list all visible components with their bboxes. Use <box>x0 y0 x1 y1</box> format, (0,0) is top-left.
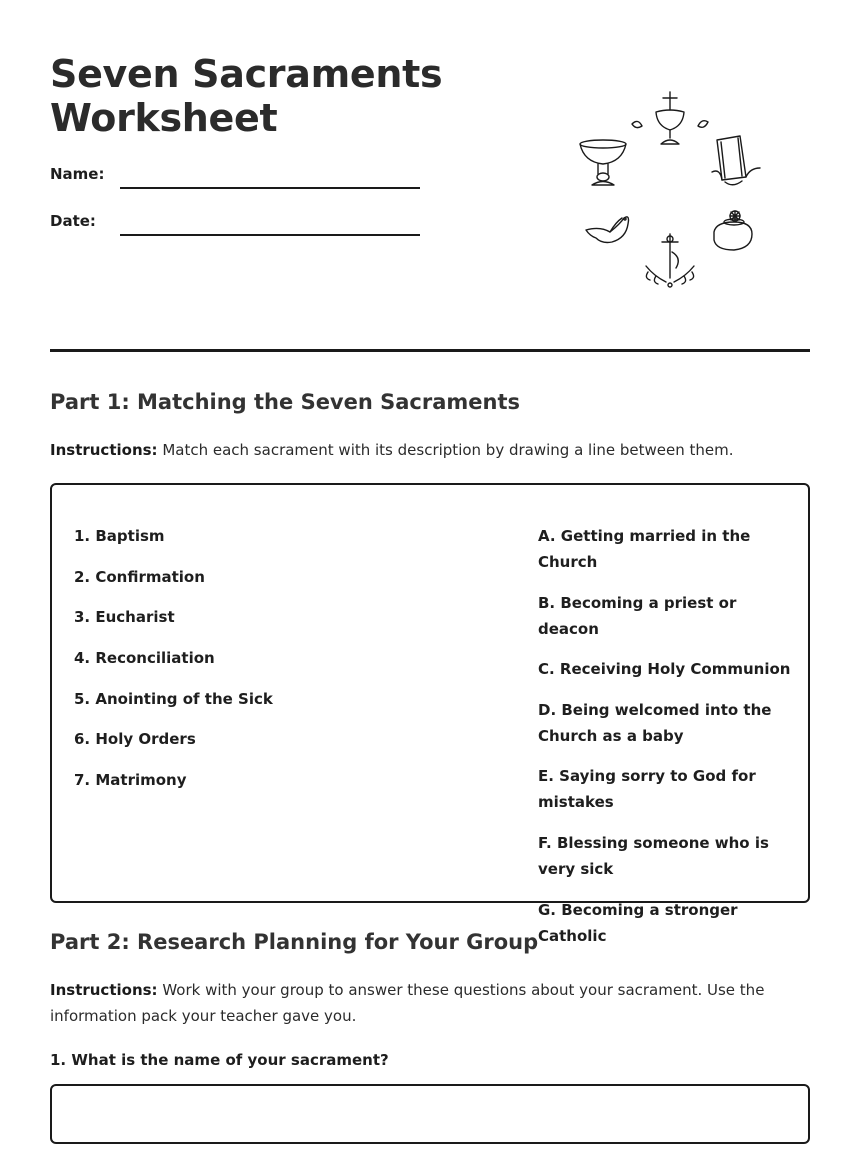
part2-heading: Part 2: Research Planning for Your Group <box>50 930 539 954</box>
dove-icon <box>586 217 629 243</box>
part1-instructions <box>50 437 810 463</box>
question-1: 1. What is the name of your sacrament? <box>50 1051 389 1069</box>
instructions-text: Match each sacrament with its description by drawing a line between them. <box>157 441 734 459</box>
sacrament-item[interactable]: 7. Matrimony <box>74 771 187 790</box>
description-item[interactable]: B. Becoming a priest or deacon <box>538 593 737 638</box>
cross-with-leaves-icon <box>646 234 694 287</box>
description-item[interactable]: D. Being welcomed into the Church as a baby <box>538 700 772 745</box>
instructions-label: Instructions: <box>50 441 158 459</box>
sacrament-item[interactable]: 1. Baptism <box>74 527 165 545</box>
sacrament-item[interactable]: 6. Holy Orders <box>74 730 196 749</box>
leaf-icon <box>632 121 642 127</box>
instructions-label: Instructions: <box>50 981 158 999</box>
description-list <box>538 523 793 963</box>
sacrament-item[interactable]: 3. Eucharist <box>74 608 175 627</box>
sacraments-illustration <box>570 82 770 297</box>
sacrament-item[interactable]: 2. Confirmation <box>74 567 205 586</box>
date-field[interactable] <box>120 234 420 236</box>
description-item[interactable]: A. Getting married in the Church <box>538 527 751 571</box>
title-line-2: Worksheet <box>50 96 278 140</box>
oil-pot-icon <box>714 211 752 250</box>
answer-box-1[interactable] <box>50 1084 810 1144</box>
description-item[interactable]: G. Becoming a stronger Catholic <box>538 900 738 945</box>
section-divider <box>50 349 810 352</box>
sacrament-item[interactable]: 4. Reconciliation <box>74 649 215 668</box>
stole-icon <box>712 136 760 185</box>
description-item[interactable]: F. Blessing someone who is very sick <box>538 833 769 878</box>
name-field[interactable] <box>120 187 420 189</box>
name-label: Name: <box>50 165 105 183</box>
bowl-font-icon <box>580 140 626 185</box>
part2-instructions <box>50 977 810 1029</box>
title-line-1: Seven Sacraments <box>50 52 443 96</box>
description-item[interactable]: E. Saying sorry to God for mistakes <box>538 767 756 812</box>
chalice-with-cross-icon <box>656 92 684 144</box>
worksheet-title <box>50 52 442 140</box>
date-label: Date: <box>50 212 96 230</box>
sacrament-list <box>74 523 374 808</box>
instructions-text: Work with your group to answer these questions about your sacrament. Use the information pack your teacher gave you. <box>50 981 765 1025</box>
description-item[interactable]: C. Receiving Holy Communion <box>538 660 791 679</box>
sacrament-item[interactable]: 5. Anointing of the Sick <box>74 689 273 708</box>
leaf-icon <box>698 121 708 128</box>
part1-heading: Part 1: Matching the Seven Sacraments <box>50 390 521 414</box>
